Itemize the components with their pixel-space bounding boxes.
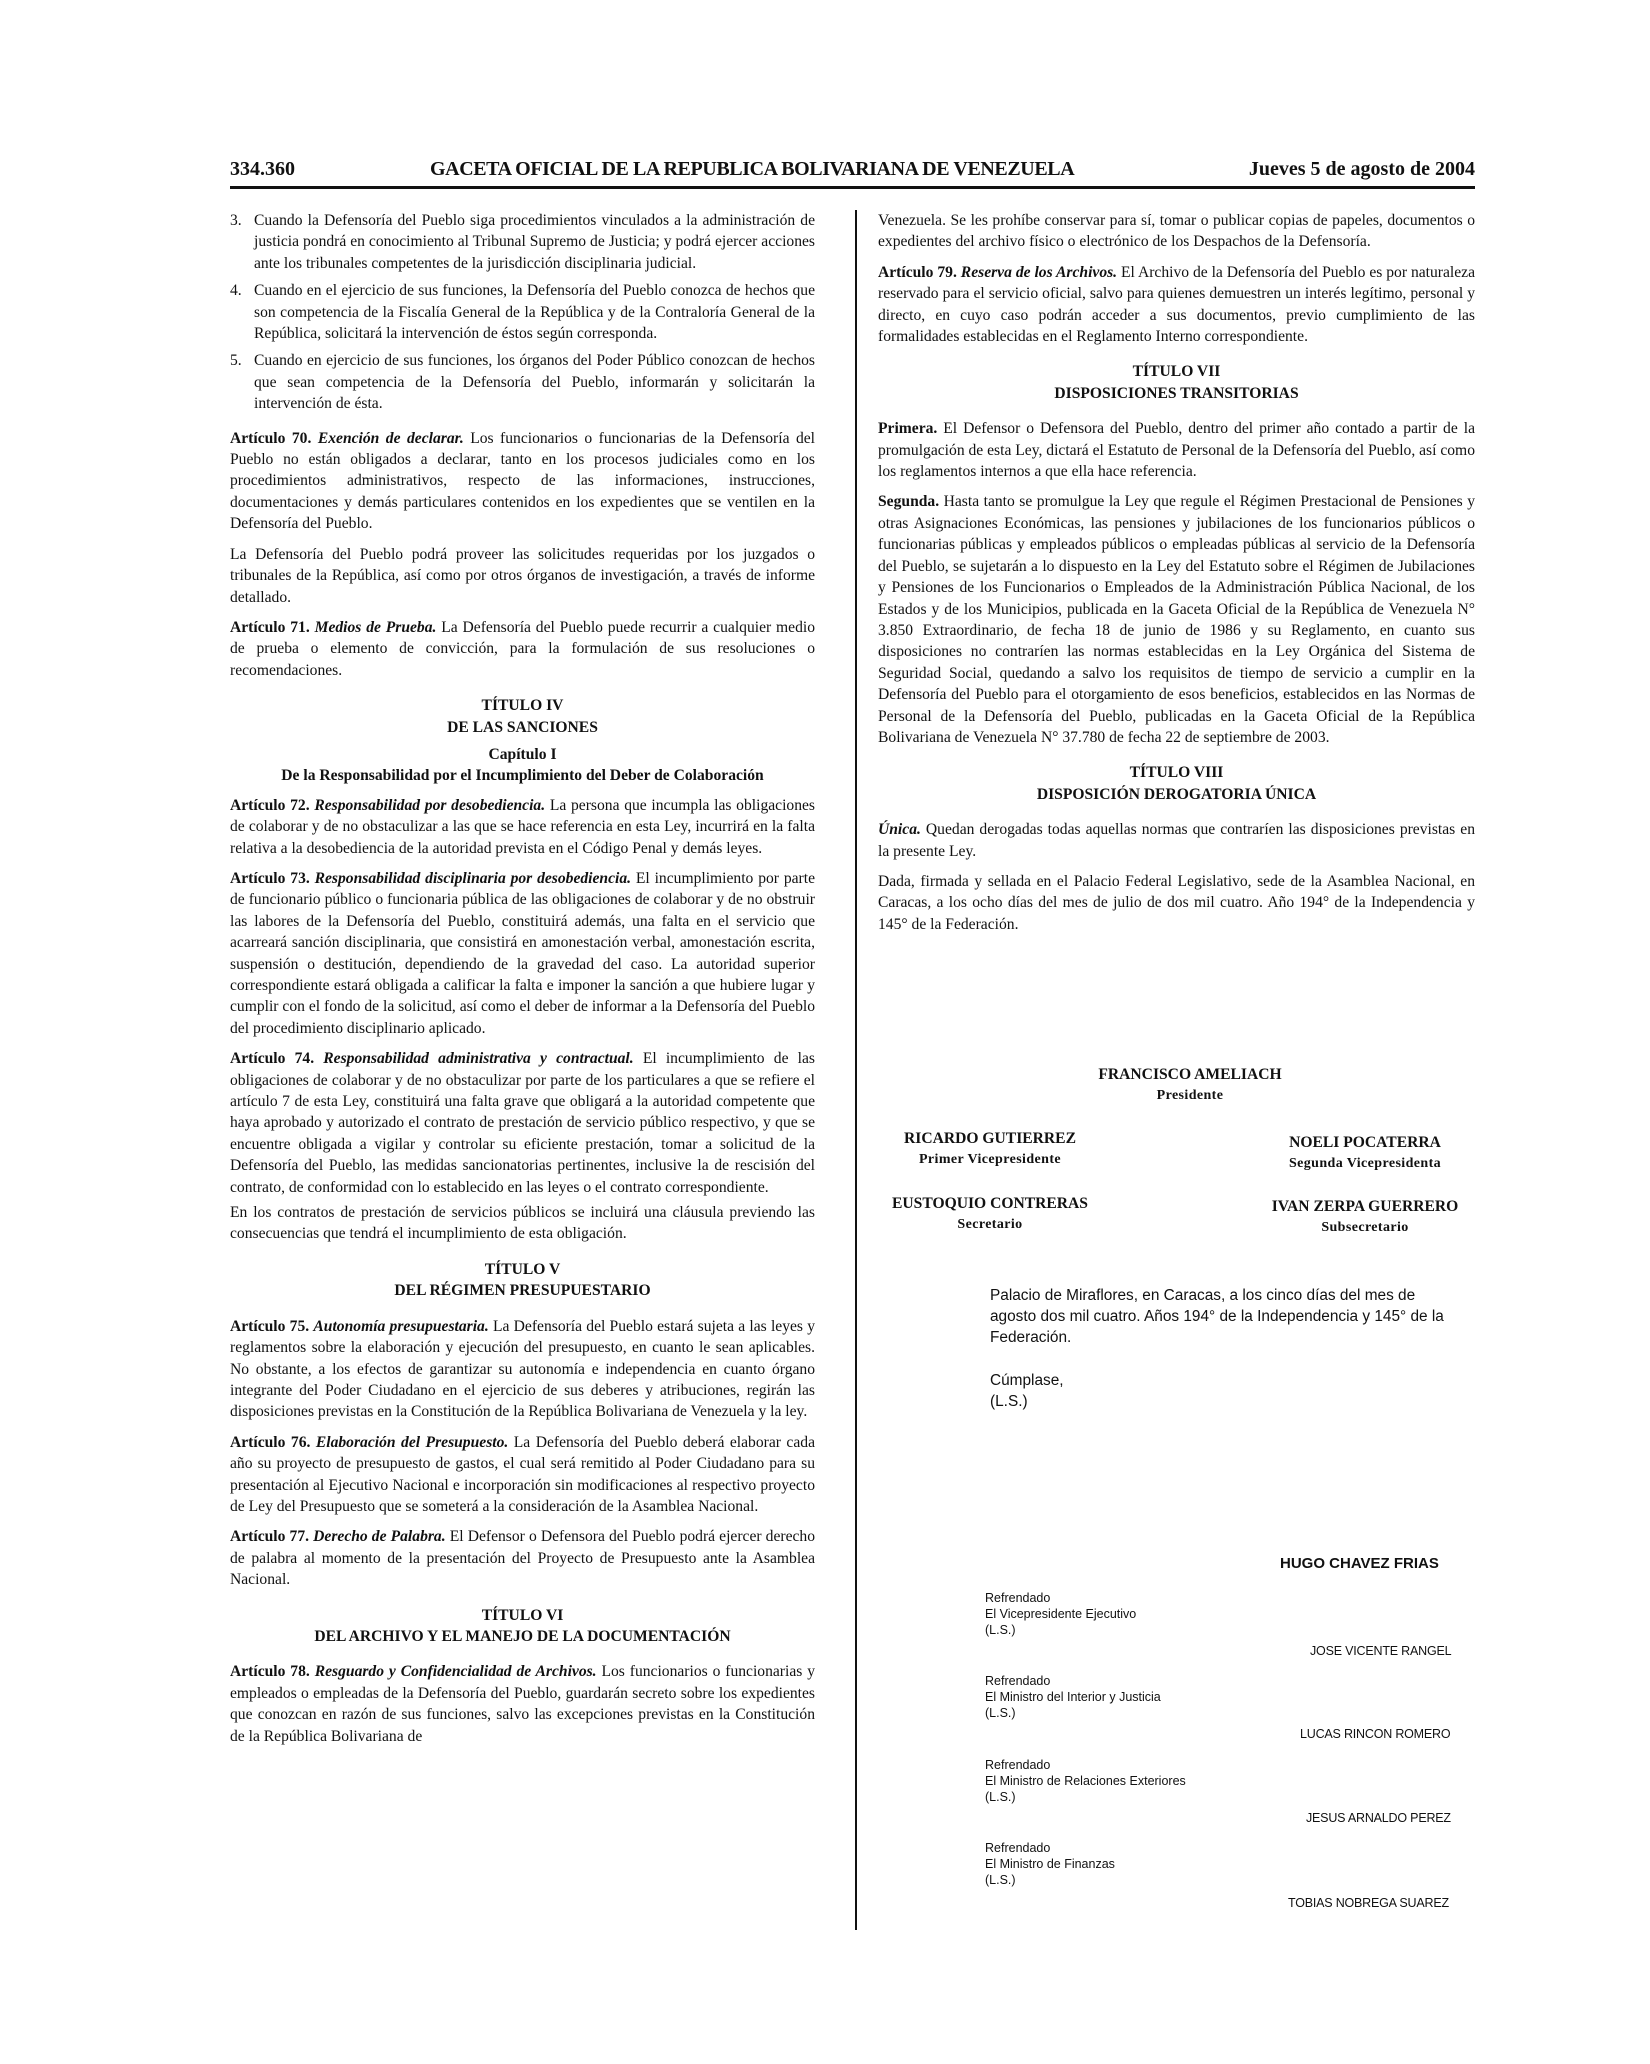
article-title: Elaboración del Presupuesto. bbox=[315, 1433, 509, 1451]
item-text: Cuando en ejercicio de sus funciones, los órganos del Poder Público conozcan de hechos que sean competencia de la Defensoría del Pueblo, informarán y solicitarán la intervención de ésta. bbox=[254, 352, 815, 413]
countersign-label: Refrendado bbox=[985, 1674, 1051, 1688]
provision-label: Segunda. bbox=[878, 493, 940, 511]
article-70 bbox=[230, 428, 815, 535]
article-78-continuation: Venezuela. Se les prohíbe conservar para sí, tomar o publicar copias de papeles, documentos o expedientes del archivo físico o electrónico de los Despachos de la Defensoría. bbox=[878, 212, 1475, 251]
article-title: Derecho de Palabra. bbox=[313, 1528, 446, 1546]
article-label: Artículo 73. bbox=[230, 869, 310, 887]
article-label: Artículo 70. bbox=[230, 429, 312, 447]
page-number: 334.360 bbox=[230, 158, 295, 180]
article-73 bbox=[230, 868, 815, 1039]
cumplase-label: Cúmplase, bbox=[990, 1372, 1064, 1389]
title-name: DEL ARCHIVO Y EL MANEJO DE LA DOCUMENTACIÓN bbox=[314, 1627, 731, 1645]
article-label: Artículo 77. bbox=[230, 1528, 310, 1546]
promulgation-text: Palacio de Miraflores, en Caracas, a los cinco días del mes de agosto dos mil cuatro. Años 194° de la Independencia y 145° de la Federación. bbox=[990, 1287, 1444, 1346]
countersign-name: TOBIAS NOBREGA SUAREZ bbox=[1288, 1896, 1449, 1910]
countersign-name: JESUS ARNALDO PEREZ bbox=[1306, 1811, 1451, 1825]
article-label: Artículo 71. bbox=[230, 618, 310, 636]
article-label: Artículo 75. bbox=[230, 1317, 310, 1335]
article-text: La Defensoría del Pueblo estará sujeta a las leyes y reglamentos sobre la elaboración y ejecución del presupuesto, en cuanto le sean aplicables. No obstante, a los efectos de garantizar su autonomía e independencia en cuanto órgano integrante del Poder Ciudadano en el ejercicio de sus deberes y atribuciones, regirán las disposiciones previstas en la Constitución de la República Bolivariana de Venezuela y la ley. bbox=[230, 1317, 816, 1421]
article-label: Artículo 74. bbox=[230, 1050, 315, 1068]
signatory-name: EUSTOQUIO CONTRERAS bbox=[892, 1195, 1088, 1212]
transitory-second bbox=[878, 491, 1475, 748]
article-label: Artículo 76. bbox=[230, 1433, 311, 1451]
countersign-office: El Ministro de Finanzas bbox=[985, 1857, 1115, 1871]
title-heading: TÍTULO VIII bbox=[1129, 764, 1224, 782]
countersign-name: JOSE VICENTE RANGEL bbox=[1310, 1644, 1452, 1658]
article-title: Responsabilidad por desobediencia. bbox=[314, 796, 546, 814]
seal-mark: (L.S.) bbox=[985, 1623, 1016, 1637]
article-text: Los funcionarios o funcionarias y empleados o empleadas de la Defensoría del Pueblo, guardarán secreto sobre los expedientes que conozcan en razón de sus funciones, salvo las excepciones previstas en la Constitución de la República Bolivariana de bbox=[230, 1663, 816, 1745]
countersign-office: El Vicepresidente Ejecutivo bbox=[985, 1607, 1137, 1621]
signatory-role: Secretario bbox=[957, 1217, 1023, 1232]
left-column bbox=[230, 210, 815, 1756]
signatory-name: IVAN ZERPA GUERRERO bbox=[1271, 1198, 1459, 1215]
signature-subsecretary bbox=[1240, 1196, 1490, 1238]
signature-second-vice-president bbox=[1245, 1132, 1485, 1174]
article-title: Medios de Prueba. bbox=[314, 618, 437, 636]
chapter-name: De la Responsabilidad por el Incumplimiento del Deber de Colaboración bbox=[281, 767, 764, 785]
article-70-paragraph: La Defensoría del Pueblo podrá proveer las solicitudes requeridas por los juzgados o tribunales de la República, así como por otros órganos de investigación, a través de informe detallado. bbox=[230, 545, 815, 606]
item-text: Cuando la Defensoría del Pueblo siga procedimientos vinculados a la administración de justicia pondrá en conocimiento al Tribunal Supremo de Justicia; y podrá ejercer acciones ante los tribunales competentes de la jurisdicción disciplinaria judicial. bbox=[254, 212, 815, 272]
derogatory-provision bbox=[878, 819, 1475, 862]
enactment-statement: Dada, firmada y sellada en el Palacio Federal Legislativo, sede de la Asamblea Nacional, en Caracas, a los ocho días del mes de julio de dos mil cuatro. Año 194° de la Independencia y 145° de la Federación. bbox=[878, 872, 1475, 933]
seal-mark: (L.S.) bbox=[985, 1706, 1016, 1720]
president-signature: HUGO CHAVEZ FRIAS bbox=[1280, 1555, 1439, 1572]
right-column bbox=[878, 210, 1475, 944]
item-number: 5. bbox=[230, 352, 242, 370]
article-75 bbox=[230, 1316, 815, 1423]
article-text: Los funcionarios o funcionarias de la Defensoría del Pueblo no están obligados a declarar, tanto en los procesos judiciales como en los procedimientos administrativos, respecto de las informaciones, instrucciones, documentaciones y demás particulares contenidos en los expedientes que se ventilen en la Defensoría del Pueblo. bbox=[230, 429, 815, 533]
article-79 bbox=[878, 262, 1475, 348]
title-name: DE LAS SANCIONES bbox=[447, 718, 598, 736]
signatory-role: Subsecretario bbox=[1321, 1220, 1409, 1235]
article-text: El incumplimiento por parte de funcionario público o funcionaria pública de las obligaciones de colaborar y de no obstruir las labores de la Defensoría del Pueblo, constituirá además, una falta en el servicio que acarreará sanción disciplinaria, que consistirá en amonestación verbal, amonestación escrita, suspensión o destitución, dependiendo de la gravedad del caso. La autoridad superior correspondiente estará obligada a calificar la falta e imponer la sanción a que hubiere lugar y cumplir con el fondo de la solicitud, así como el deber de informar a la Defensoría del Pueblo del procedimiento disciplinario aplicado. bbox=[230, 869, 815, 1037]
countersign-label: Refrendado bbox=[985, 1758, 1051, 1772]
article-text: La Defensoría del Pueblo puede recurrir a cualquier medio de prueba o elemento de convicción, para la formulación de sus resoluciones o recomendaciones. bbox=[230, 618, 815, 679]
article-title: Responsabilidad administrativa y contractual. bbox=[323, 1050, 634, 1068]
provision-label: Única. bbox=[878, 821, 921, 839]
signature-secretary bbox=[870, 1193, 1110, 1235]
countersign-block bbox=[985, 1757, 1186, 1805]
seal-mark: (L.S.) bbox=[985, 1790, 1016, 1804]
title-name: DISPOSICIONES TRANSITORIAS bbox=[1054, 384, 1299, 402]
article-label: Artículo 79. bbox=[878, 263, 957, 281]
countersign-office: El Ministro del Interior y Justicia bbox=[985, 1690, 1161, 1704]
column-divider bbox=[855, 210, 857, 1930]
countersign-name: LUCAS RINCON ROMERO bbox=[1300, 1727, 1451, 1741]
chapter-heading: Capítulo I bbox=[488, 745, 557, 763]
article-78 bbox=[230, 1661, 815, 1747]
article-text: La Defensoría del Pueblo deberá elaborar cada año su proyecto de presupuesto de gastos, el cual será remitido al Poder Ciudadano para su presentación al Ejecutivo Nacional e incorporación sin modificaciones al respectivo proyecto de Ley del Presupuesto que se someterá a la consideración de la Asamblea Nacional. bbox=[230, 1433, 815, 1515]
article-title: Responsabilidad disciplinaria por desobediencia. bbox=[314, 869, 632, 887]
article-text: El Defensor o Defensora del Pueblo podrá ejercer derecho de palabra al momento de la presentación del Proyecto de Presupuesto ante la Asamblea Nacional. bbox=[230, 1528, 816, 1589]
signatory-role: Presidente bbox=[1156, 1088, 1224, 1103]
countersign-office: El Ministro de Relaciones Exteriores bbox=[985, 1774, 1186, 1788]
article-text: El incumplimiento de las obligaciones de colaborar y de no obstaculizar por parte de los particulares a que se refiere el artículo 7 de esta Ley, constituirá una falta grave que obligará a la autoridad competente que haya aprobado y autorizado el contrato de prestación de servicio público respectivo, y que se encuentre obligada a vigilar y controlar su eficiente prestación, tomar a solicitud de la Defensoría del Pueblo, las medidas sancionatorias pertinentes, inclusive la de rescisión del contrato, de conformidad con lo establecido en las leyes o el contrato correspondiente. bbox=[230, 1050, 815, 1196]
list-item bbox=[230, 280, 815, 344]
title-name: DISPOSICIÓN DEROGATORIA ÚNICA bbox=[1036, 785, 1317, 803]
article-title: Reserva de los Archivos. bbox=[960, 263, 1118, 281]
transitory-first bbox=[878, 418, 1475, 482]
article-76 bbox=[230, 1432, 815, 1518]
article-74 bbox=[230, 1048, 815, 1198]
countersign-block bbox=[985, 1840, 1115, 1888]
article-74-paragraph: En los contratos de prestación de servicios públicos se incluirá una cláusula previendo las consecuencias que tendrá el incumplimiento de esta obligación. bbox=[230, 1204, 815, 1243]
item-number: 4. bbox=[230, 282, 242, 300]
article-label: Artículo 78. bbox=[230, 1663, 310, 1681]
article-title: Resguardo y Confidencialidad de Archivos. bbox=[314, 1663, 597, 1681]
signatory-name: NOELI POCATERRA bbox=[1289, 1134, 1441, 1151]
title-heading: TÍTULO VII bbox=[1132, 363, 1221, 381]
item-text: Cuando en el ejercicio de sus funciones, la Defensoría del Pueblo conozca de hechos que son competencia de la Fiscalía General de la República y de la Contraloría General de la República, solicitará la intervención de éstos según corresponda. bbox=[254, 282, 815, 343]
signatory-name: RICARDO GUTIERREZ bbox=[904, 1130, 1076, 1147]
title-heading: TÍTULO IV bbox=[481, 697, 564, 715]
provision-label: Primera. bbox=[878, 420, 938, 438]
issue-date: Jueves 5 de agosto de 2004 bbox=[1248, 158, 1475, 180]
countersign-block bbox=[985, 1590, 1136, 1638]
article-text: El Archivo de la Defensoría del Pueblo es por naturaleza reservado para el servicio oficial, salvo para quienes demuestren un interés legítimo, personal y directo, en cuyo caso podrán acceder a sus documentos, previo cumplimiento de las formalidades establecidas en el Reglamento Interno correspondiente. bbox=[878, 263, 1476, 346]
list-item bbox=[230, 350, 815, 414]
countersign-label: Refrendado bbox=[985, 1591, 1051, 1605]
article-title: Exención de declarar. bbox=[317, 429, 464, 447]
article-label: Artículo 72. bbox=[230, 796, 310, 814]
provision-text: Quedan derogadas todas aquellas normas que contraríen las disposiciones previstas en la presente Ley. bbox=[878, 821, 1475, 860]
title-heading: TÍTULO V bbox=[484, 1260, 561, 1278]
seal-mark: (L.S.) bbox=[985, 1873, 1016, 1887]
title-name: DEL RÉGIMEN PRESUPUESTARIO bbox=[394, 1282, 651, 1300]
provision-text: El Defensor o Defensora del Pueblo, dentro del primer año contado a partir de la promulgación de esta Ley, dictará el Estatuto de Personal de la Defensoría del Pueblo, así como los reglamentos internos a que ella hace referencia. bbox=[878, 420, 1475, 481]
list-item bbox=[230, 210, 815, 274]
item-number: 3. bbox=[230, 212, 242, 229]
promulgation-block bbox=[990, 1285, 1460, 1412]
article-text: La persona que incumpla las obligaciones de colaborar y de no obstaculizar a las que se hace referencia en esta Ley, incurrirá en la falta relativa a la desobediencia de la autoridad prevista en el Código Penal y demás leyes. bbox=[230, 796, 816, 857]
article-77 bbox=[230, 1526, 815, 1590]
title-heading: TÍTULO VI bbox=[481, 1606, 564, 1624]
signatory-role: Primer Vicepresidente bbox=[918, 1152, 1061, 1167]
seal-mark: (L.S.) bbox=[990, 1393, 1028, 1410]
countersign-label: Refrendado bbox=[985, 1841, 1051, 1855]
article-72 bbox=[230, 795, 815, 859]
signatory-name: FRANCISCO AMELIACH bbox=[1098, 1066, 1282, 1083]
signature-first-vice-president bbox=[880, 1128, 1100, 1170]
gazette-title: GACETA OFICIAL DE LA REPUBLICA BOLIVARIANA DE VENEZUELA bbox=[430, 158, 1075, 180]
provision-text: Hasta tanto se promulgue la Ley que regule el Régimen Prestacional de Pensiones y otras Asignaciones Económicas, las pensiones y jubilaciones de los funcionarios públicos o funcionarias públicas y empleados públicos o empleadas públicas al servicio de la Defensoría del Pueblo, se sujetarán a lo dispuesto en la Ley del Estatuto sobre el Régimen de Jubilaciones y Pensiones de los Funcionarios o Empleados de la Administración Pública Nacional, de los Estados y de los Municipios, publicada en la Gaceta Oficial de la República de Venezuela N° 3.850 Extraordinario, de fecha 18 de junio de 1986 y su Reglamento, en cuanto sus disposiciones no contraríen las normas establecidas en la Ley Orgánica del Sistema de Seguridad Social, quedando a salvo los requisitos de tiempo de servicio a cumplir en la Defensoría del Pueblo para el otorgamiento de esos beneficios, establecidos en las Normas de Personal de la Defensoría del Pueblo, publicadas en la Gaceta Oficial de la República Bolivariana de Venezuela N° 37.780 de fecha 22 de septiembre de 2003. bbox=[878, 493, 1475, 746]
signature-president bbox=[1040, 1064, 1340, 1106]
header-rule bbox=[230, 186, 1475, 189]
page-header bbox=[230, 158, 1475, 188]
signatory-role: Segunda Vicepresidenta bbox=[1288, 1156, 1442, 1171]
article-title: Autonomía presupuestaria. bbox=[313, 1317, 489, 1335]
article-71 bbox=[230, 617, 815, 681]
countersign-block bbox=[985, 1673, 1161, 1721]
